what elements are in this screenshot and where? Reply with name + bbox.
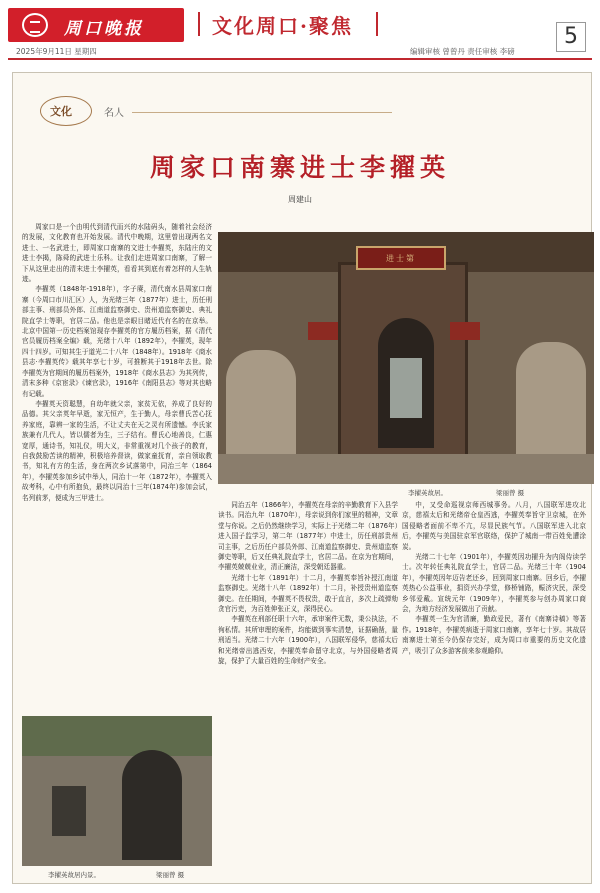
photo-sign-left	[308, 322, 338, 340]
editor-credits: 编辑审核 曾曾丹 责任审核 李磅	[410, 47, 515, 56]
masthead	[0, 0, 600, 62]
main-photo[interactable]	[218, 232, 594, 484]
article-column-2	[218, 500, 398, 880]
tag-sub: 名人	[104, 108, 124, 119]
header-rule	[8, 58, 592, 60]
page-number: 5	[556, 22, 586, 52]
paragraph: 周家口是一个由明代到清代而兴的水陆码头，随着社会经济的发展，文化教育也开始发展。清代中晚期，这里曾出现两名文进士、一名武进士，即周家口南寨的文进士李擢英，东陆庄的文进士李揭，陈舜的武进士乐科。让我们走进周家口南寨，了解一下从这里走出的清末进士李擢英，看看其到底有着怎样的人生轨迹。	[22, 223, 212, 284]
paragraph: 李擢英一生为官清廉，勤政爱民，著有《南寨诗稿》等著作。1918年，李擢英病逝于周家口南寨，享年七十岁。其故居南寨进士第至今仍保存完好，成为周口市重要的历史文化遗产，吸引了众多游客前来参观瞻仰。	[402, 615, 586, 655]
logo-emblem-icon	[22, 13, 48, 37]
tag-main: 文化	[50, 105, 72, 118]
column-tag	[40, 96, 140, 126]
tag-divider	[132, 112, 392, 113]
photo-arch	[122, 750, 182, 860]
gate-plaque	[356, 246, 446, 270]
paragraph: 李擢英（1848年-1918年），字子赓，清代南水县周家口南寨（今周口市川汇区）人，为光绪三年（1877年）进士，历任刑部主事、刑部员外郎、江南道监察御史、贵州道监察御史、典礼院直学士等职，官居二品。他也是亲眼目睹近代有名的在京举。北京中国第一历史档案馆现存李擢英的官方履历档案，据《清代官员履历档案全编》载，光绪十八年（1892年），李擢英，现年四十四岁。可知其生于道光二十八年（1848年）。1918年《商水县志·李擢英传》载其年享七十岁，可推断其于1918年去世。除李擢英为官期间的履历档案外，1918年《商水县志》为其列传，清末多种《京宦录》《谏官录》，1916年《南阳县志》等对其也略有记载。	[22, 285, 212, 398]
photo-sign-right	[450, 322, 480, 340]
section-divider-left	[198, 12, 200, 36]
photo-ground	[218, 454, 594, 484]
main-photo-credit: 梁丽曾 摄	[496, 489, 525, 497]
paragraph: 中，又受命巡视京师西城事务。八月，八国联军进攻北京，慈禧太后和光绪帝仓皇西逃，李擢英奉旨守卫京城，在外国侵略者面前不卑不亢，尽显民族气节。八国联军进入北京后，李擢英与美国驻京军官联络，保护了城南一带百姓免遭涂炭。	[402, 501, 586, 551]
gate-plaque-text: 进士第	[386, 254, 416, 263]
logo-text: 周口晚报	[64, 19, 144, 39]
secondary-photo[interactable]	[22, 716, 212, 866]
issue-date: 2025年9月11日 星期四	[16, 47, 97, 56]
main-photo-caption: 李擢英故居。	[408, 489, 447, 497]
paragraph: 光绪十七年（1891年）十二月，李擢英奉旨补授江南道监察御史。光绪十八年（1892年）十二月，补授贵州道监察御史。在任期间，李擢英不畏权贵，敢于直言，多次上疏弹劾贪官污吏，为百姓伸张正义，深得民心。	[218, 573, 398, 614]
article-column-3	[402, 500, 586, 880]
article-byline: 周建山	[288, 195, 312, 204]
section-title: 文化周口·聚焦	[212, 14, 353, 38]
article-column-1	[22, 222, 212, 707]
secondary-photo-credit: 梁丽曾 摄	[156, 871, 185, 879]
newspaper-logo[interactable]	[8, 8, 184, 42]
paragraph: 同治五年（1866年），李擢英在母亲的辛勤教育下入县学读书。同治九年（1870年），母亲说到你们家里的精神，文章堂与你说。之后仍然继续学习，实际上于光绪二年（1876年）进入国子监学习，第二年（1877年）中进士，历任刑部贵州司主事，之后历任户部员外郎、江南道监察御史、贵州道监察御史等职，后又任典礼院直学士，官居二品。在京为官期间，李擢英兢兢业业，清正廉洁，深受朝廷器重。	[218, 501, 398, 572]
article-headline: 周家口南寨进士李擢英	[149, 153, 450, 182]
paragraph: 光绪二十七年（1901年），李擢英因功擢升为内阁侍读学士。次年转任典礼院直学士，官居二品。光绪三十年（1904年），李擢英因年迈告老还乡，回到周家口南寨。回乡后，李擢英热心公益事业，捐资兴办学堂，修桥铺路，赈济灾民，深受乡邻爱戴。宣统元年（1909年），李擢英参与创办周家口商会，为地方经济发展做出了贡献。	[402, 553, 586, 614]
photo-wall	[22, 756, 212, 866]
photo-window	[52, 786, 86, 836]
secondary-photo-caption: 李擢英故居内景。	[48, 871, 100, 879]
section-divider-right	[376, 12, 378, 36]
paragraph: 李擢英天资聪慧，自幼年就父亲，家贫无依，养成了良好的品德。其父亲英年早逝，家无恒产，生于勤人，母亲曹氏苦心抚养家庭，靠辨一家的生活，不让丈夫在天之灵有所遗憾。李氏家族兼有几代人，皆以儒者为生，三子结有。曹氏心地善良，仁惠宽厚，通诗书，知礼仪，明大义，非常重视对几个孩子的教育，自我鼓励苦读的精神，积极培养督读，做家童抚育，亲自领取教书，知礼有方的生活，身在两次乡试落第中，同治三年（1864年），李擢英参加乡试中举人，同治十一年（1872年），李擢英入故考科，心中有所抱负，最终以同治十三年(1874年)参加会试，名列前茅，便成为三甲进士。	[22, 399, 212, 502]
paragraph: 李擢英在刑部任职十六年，承审案件无数，秉公执法，不徇私情。其所审理的案件，均能做到事实清楚，证据确凿，量刑适当。光绪二十六年（1900年），八国联军侵华，慈禧太后和光绪帝出逃西安，李擢英奉命留守北京，与外国侵略者周旋，保护了大量百姓的生命财产安全。	[218, 615, 398, 666]
photo-inner-screen	[390, 358, 422, 418]
